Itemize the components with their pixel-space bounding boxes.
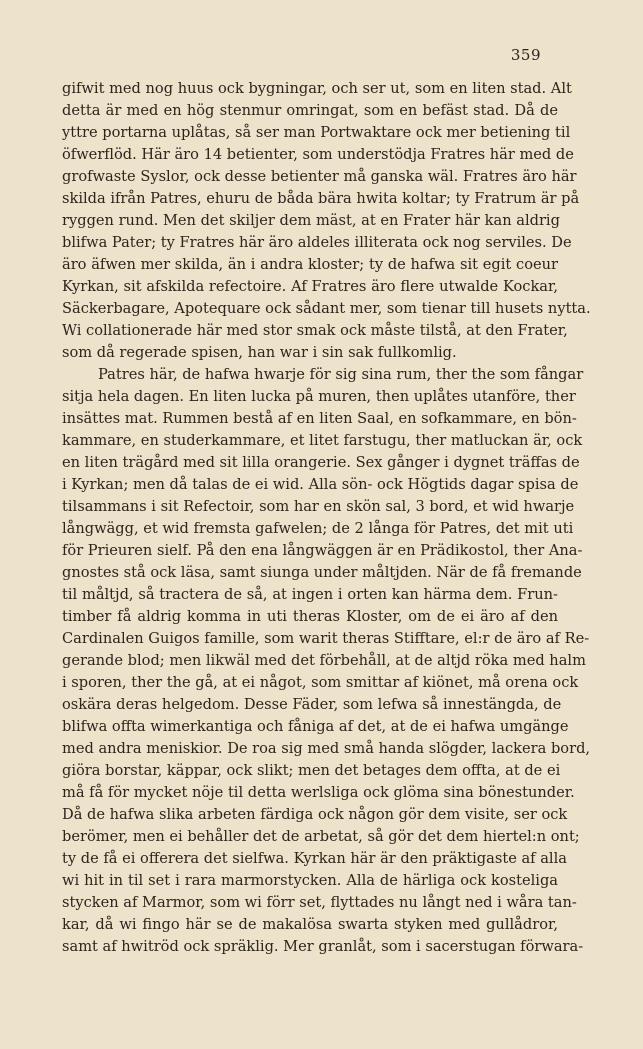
text-line: sitja hela dagen. En liten lucka på muren, then uplåtes utanföre, ther: [62, 388, 576, 405]
text-line: Kyrkan, sit afskilda refectoire. Af Fratres äro flere utwalde Kockar,: [62, 278, 558, 295]
text-line: gerande blod; men likwäl med det förbehåll, at de altjd röka med halm: [62, 652, 586, 669]
text-line: stycken af Marmor, som wi förr set, flyttades nu långt ned i wåra tan-: [62, 894, 577, 911]
text-line: grofwaste Syslor, ock desse betienter må ganska wäl. Fratres äro här: [62, 168, 577, 185]
text-line: i Kyrkan; men då talas de ei wid. Alla sön- ock Högtids dagar spisa de: [62, 476, 579, 493]
text-line: oskära deras helgedom. Desse Fäder, som lefwa så innestängda, de: [62, 696, 562, 713]
text-line: giöra borstar, käppar, ock slikt; men det betages dem offta, at de ei: [62, 762, 561, 779]
text-line: blifwa Pater; ty Fratres här äro aldeles illiterata ock nog serviles. De: [62, 234, 572, 251]
text-line: öfwerflöd. Här äro 14 betienter, som understödja Fratres här med de: [62, 146, 574, 163]
text-line: wi hit in til set i rara marmorstycken. Alla de härliga ock kosteliga: [62, 872, 558, 889]
text-line: tilsammans i sit Refectoir, som har en skön sal, 3 bord, et wid hwarje: [62, 498, 575, 515]
text-line: en liten trägård med sit lilla orangerie. Sex gånger i dygnet träffas de: [62, 454, 580, 471]
text-line: äro äfwen mer skilda, än i andra kloster; ty de hafwa sit egit coeur: [62, 256, 558, 273]
text-line: Cardinalen Guigos famille, som warit theras Stifftare, el:r de äro af Re-: [62, 630, 590, 647]
text-line: för Prieuren sielf. På den ena långwäggen är en Prädikostol, ther Ana-: [62, 542, 583, 559]
text-line: gnostes stå ock läsa, samt siunga under måltjden. När de få fremande: [62, 564, 582, 581]
body-text: [62, 78, 591, 958]
text-line: samt af hwitröd ock spräklig. Mer granlåt, som i sacerstugan förwara-: [62, 938, 584, 955]
text-line: Säckerbagare, Apotequare ock sådant mer, som tienar till husets nytta.: [62, 300, 591, 317]
text-line: gifwit med nog huus ock bygningar, och ser ut, som en liten stad. Alt: [62, 80, 572, 97]
text-line: yttre portarna uplåtas, så ser man Portwaktare ock mer betiening til: [62, 124, 571, 141]
text-line: kammare, en studerkammare, et litet farstugu, ther matluckan är, ock: [62, 432, 583, 449]
text-line: må få för mycket nöje til detta werlsliga ock glöma sina bönestunder.: [62, 784, 575, 801]
text-line: skilda ifrån Patres, ehuru de båda bära hwita koltar; ty Fratrum är på: [62, 190, 580, 207]
text-line: ty de få ei offerera det sielfwa. Kyrkan här är den präktigaste af alla: [62, 850, 567, 867]
text-line: Patres här, de hafwa hwarje för sig sina rum, ther the som fångar: [98, 366, 584, 383]
text-line: som då regerade spisen, han war i sin sak fullkomlig.: [62, 344, 457, 361]
text-line: timber få aldrig komma in uti theras Kloster, om de ei äro af den: [62, 608, 558, 625]
text-line: med andra meniskior. De roa sig med små handa slögder, lackera bord,: [62, 740, 591, 757]
text-line: i sporen, ther the gå, at ei något, som smittar af kiönet, må orena ock: [62, 674, 579, 691]
text-line: berömer, men ei behåller det de arbetat, så gör det dem hiertel:n ont;: [62, 828, 580, 845]
text-line: Då de hafwa slika arbeten färdiga ock någon gör dem visite, ser ock: [62, 806, 568, 823]
text-line: kar, då wi fingo här se de makalösa swarta styken med gullådror,: [62, 916, 558, 933]
text-line: til måltjd, så tractera de så, at ingen i orten kan härma dem. Frun-: [62, 586, 558, 603]
text-line: detta är med en hög stenmur omringat, som en befäst stad. Då de: [62, 102, 558, 119]
page-number: 359: [510, 46, 541, 64]
text-line: ryggen rund. Men det skiljer dem mäst, at en Frater här kan aldrig: [62, 212, 560, 229]
text-line: Wi collationerade här med stor smak ock måste tilstå, at den Frater,: [62, 322, 568, 339]
text-line: insättes mat. Rummen bestå af en liten Saal, en sofkammare, en bön-: [62, 410, 577, 427]
text-line: blifwa offta wimerkantiga och fåniga af det, at de ei hafwa umgänge: [62, 718, 569, 735]
text-line: långwägg, et wid fremsta gafwelen; de 2 långa för Patres, det mit uti: [62, 520, 574, 537]
